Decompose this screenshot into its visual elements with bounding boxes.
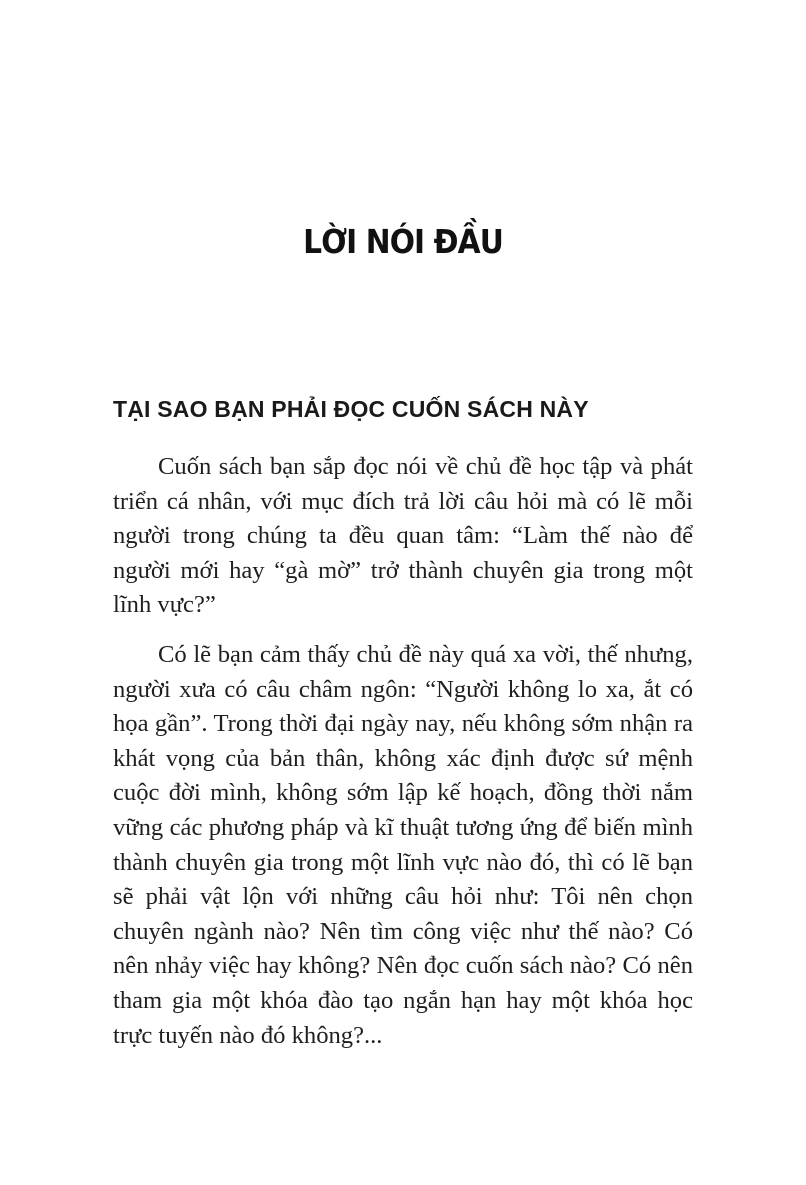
- paragraph-1: Cuốn sách bạn sắp đọc nói về chủ đề học tập và phát triển cá nhân, với mục đích trả lời câu hỏi mà có lẽ mỗi người trong chúng ta đều quan tâm: “Làm thế nào để người mới hay “gà mờ” trở thành chuyên gia trong một lĩnh vực?”: [113, 453, 693, 619]
- body-text: [113, 450, 693, 1068]
- section-heading: TẠI SAO BẠN PHẢI ĐỌC CUỐN SÁCH NÀY: [113, 396, 589, 422]
- chapter-title: LỜI NÓI ĐẦU: [303, 222, 503, 261]
- paragraph-2: Có lẽ bạn cảm thấy chủ đề này quá xa vời, thế nhưng, người xưa có câu châm ngôn: “Người không lo xa, ắt có họa gần”. Trong thời đại ngày nay, nếu không sớm nhận ra khát vọng của bản thân, không xác định được sứ mệnh cuộc đời mình, không sớm lập kế hoạch, đồng thời nắm vững các phương pháp và kĩ thuật tương ứng để biến mình thành chuyên gia trong một lĩnh vực nào đó, thì có lẽ bạn sẽ phải vật lộn với những câu hỏi như: Tôi nên chọn chuyên ngành nào? Nên tìm công việc như thế nào? Có nên nhảy việc hay không? Nên đọc cuốn sách nào? Có nên tham gia một khóa đào tạo ngắn hạn hay một khóa học trực tuyến nào đó không?...: [113, 640, 693, 1049]
